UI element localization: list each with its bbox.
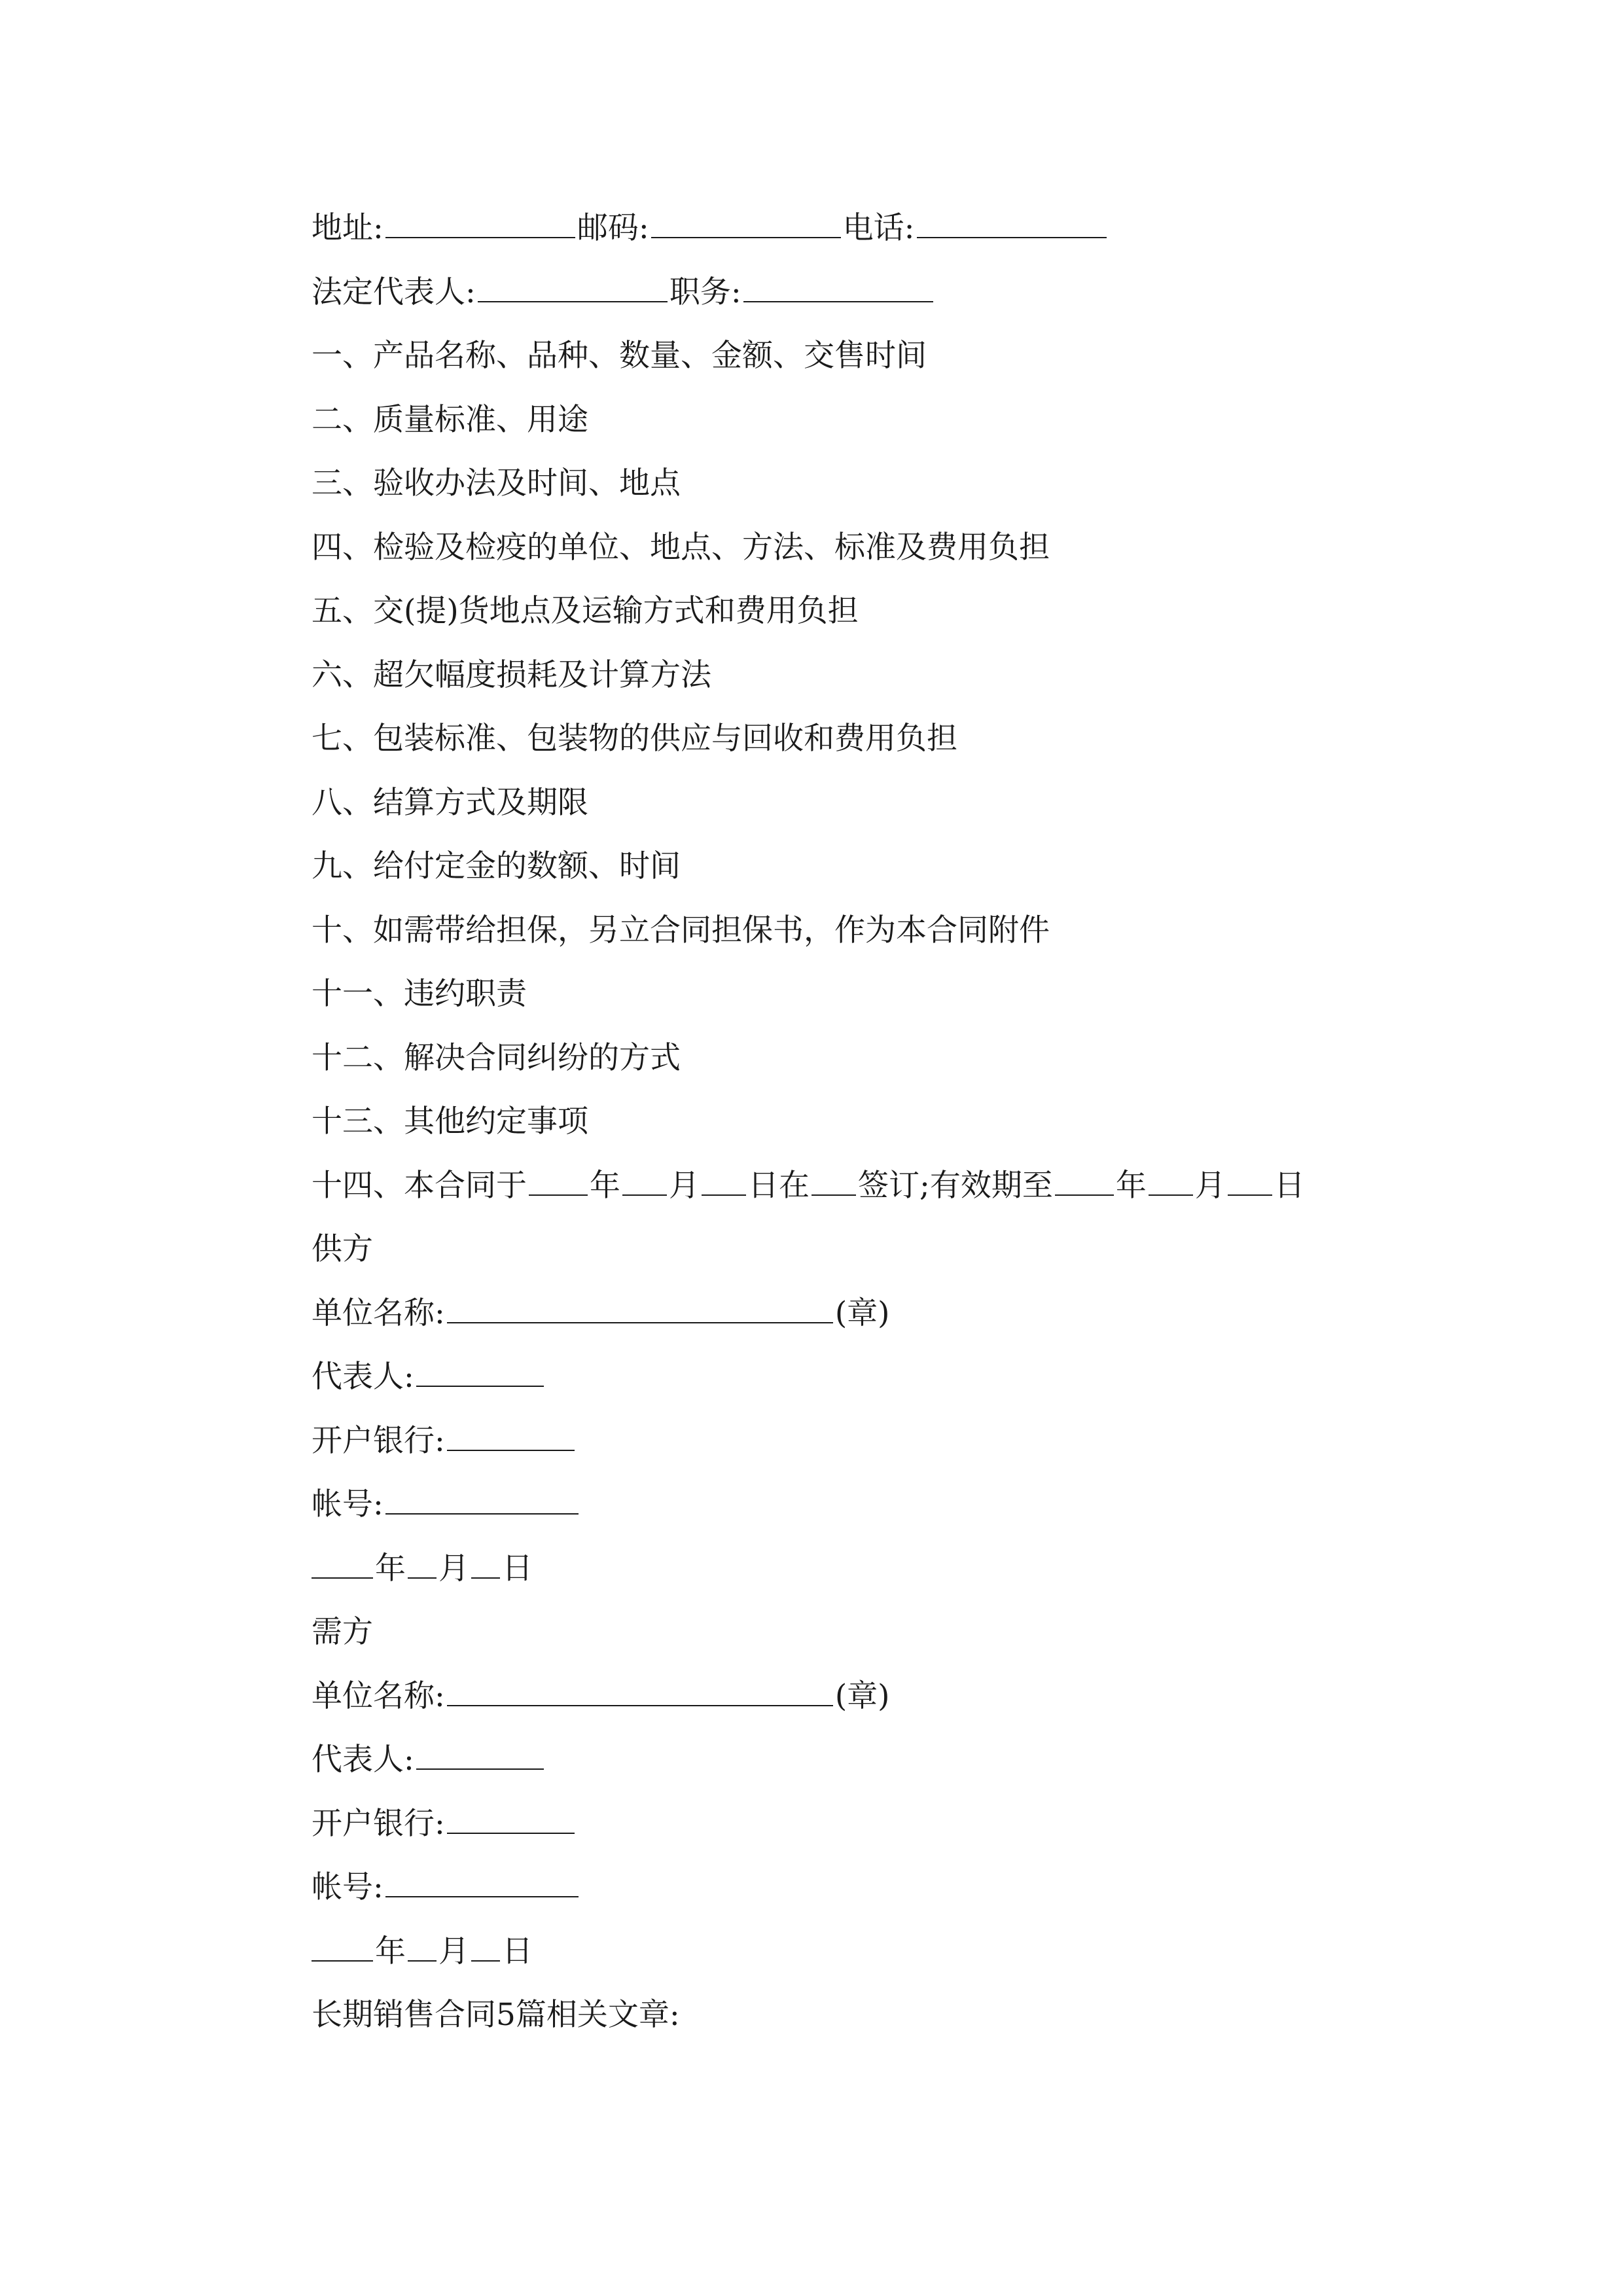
supplier-month-blank: [408, 1564, 437, 1579]
clause-6: 六、超欠幅度损耗及计算方法: [312, 656, 711, 693]
position-label: 职务:: [669, 274, 741, 310]
expiry-day-blank: [1228, 1181, 1272, 1196]
supplier-rep-label: 代表人:: [312, 1359, 414, 1395]
signed-label: 签订;有效期至: [858, 1167, 1053, 1204]
clause-12: 十二、解决合同纠纷的方式: [312, 1039, 681, 1076]
supplier-account-label: 帐号:: [312, 1486, 383, 1522]
supplier-year-label: 年: [375, 1550, 406, 1587]
expiry-year-label: 年: [1115, 1167, 1147, 1204]
address-blank: [385, 224, 575, 238]
sign-year-blank: [529, 1181, 588, 1196]
buyer-bank-line: [312, 1792, 1437, 1856]
supplier-rep-blank: [416, 1372, 544, 1387]
supplier-unit-label: 单位名称:: [312, 1295, 445, 1331]
buyer-date-line: [312, 1920, 1437, 1984]
supplier-account-line: [312, 1473, 1437, 1537]
supplier-title: 供方: [312, 1231, 373, 1267]
sign-month-blank: [622, 1181, 667, 1196]
expiry-day-label: 日: [1274, 1167, 1305, 1204]
sign-month-label: 月: [669, 1167, 700, 1204]
clause-14-prefix: 十四、本合同于: [312, 1167, 527, 1204]
clause-8: 八、结算方式及期限: [312, 784, 588, 821]
supplier-bank-blank: [447, 1437, 575, 1451]
sign-day-at-label: 日在: [748, 1167, 810, 1204]
buyer-rep-blank: [416, 1755, 544, 1770]
clause-2: 二、质量标准、用途: [312, 401, 588, 438]
related-articles: 长期销售合同5篇相关文章:: [312, 1997, 680, 2033]
supplier-day-label: 日: [502, 1550, 533, 1587]
buyer-month-label: 月: [438, 1933, 469, 1969]
postcode-blank: [651, 224, 841, 238]
buyer-title: 需方: [312, 1614, 373, 1650]
address-line: [312, 196, 1437, 260]
supplier-month-label: 月: [438, 1550, 469, 1587]
expiry-month-blank: [1149, 1181, 1193, 1196]
buyer-month-blank: [408, 1947, 437, 1962]
clause-3: 三、验收办法及时间、地点: [312, 465, 681, 501]
supplier-seal: (章): [834, 1295, 890, 1331]
clause-14: [312, 1154, 1437, 1218]
clause-11: 十一、违约职责: [312, 976, 527, 1012]
clause-9: 九、给付定金的数额、时间: [312, 848, 681, 884]
buyer-bank-label: 开户银行:: [312, 1805, 445, 1842]
supplier-rep-line: [312, 1345, 1437, 1409]
clause-13: 十三、其他约定事项: [312, 1103, 588, 1139]
contract-body: [312, 196, 1437, 2047]
clause-7: 七、包装标准、包装物的供应与回收和费用负担: [312, 721, 957, 757]
buyer-account-line: [312, 1856, 1437, 1920]
legal-rep-line: [312, 260, 1437, 325]
phone-label: 电话:: [842, 210, 915, 246]
clause-10: 十、如需带给担保，另立合同担保书，作为本合同附件: [312, 912, 1050, 948]
buyer-bank-blank: [447, 1820, 575, 1834]
supplier-bank-line: [312, 1409, 1437, 1473]
supplier-unit-blank: [447, 1309, 833, 1323]
sign-place-blank: [812, 1181, 856, 1196]
legal-rep-blank: [478, 288, 668, 302]
supplier-unit-line: [312, 1282, 1437, 1346]
sign-year-label: 年: [590, 1167, 620, 1204]
supplier-day-blank: [471, 1564, 500, 1579]
buyer-unit-line: [312, 1664, 1437, 1729]
expiry-month-label: 月: [1194, 1167, 1226, 1204]
sign-day-blank: [702, 1181, 746, 1196]
legal-rep-label: 法定代表人:: [312, 274, 476, 310]
postcode-label: 邮码:: [577, 210, 649, 246]
buyer-year-blank: [312, 1947, 373, 1962]
buyer-unit-label: 单位名称:: [312, 1677, 445, 1714]
buyer-rep-label: 代表人:: [312, 1742, 414, 1778]
expiry-year-blank: [1055, 1181, 1114, 1196]
buyer-unit-blank: [447, 1692, 833, 1706]
buyer-account-blank: [385, 1883, 579, 1897]
supplier-account-blank: [385, 1500, 579, 1515]
clause-4: 四、检验及检疫的单位、地点、方法、标准及费用负担: [312, 529, 1050, 565]
position-blank: [743, 288, 933, 302]
buyer-account-label: 帐号:: [312, 1869, 383, 1905]
buyer-day-label: 日: [502, 1933, 533, 1969]
supplier-date-line: [312, 1537, 1437, 1601]
supplier-bank-label: 开户银行:: [312, 1422, 445, 1459]
buyer-year-label: 年: [375, 1933, 406, 1969]
buyer-seal: (章): [834, 1677, 890, 1714]
clause-1: 一、产品名称、品种、数量、金额、交售时间: [312, 338, 927, 374]
clause-5: 五、交(提)货地点及运输方式和费用负担: [312, 593, 859, 629]
supplier-year-blank: [312, 1564, 373, 1579]
buyer-rep-line: [312, 1728, 1437, 1792]
address-label: 地址:: [312, 210, 383, 246]
phone-blank: [917, 224, 1107, 238]
buyer-day-blank: [471, 1947, 500, 1962]
